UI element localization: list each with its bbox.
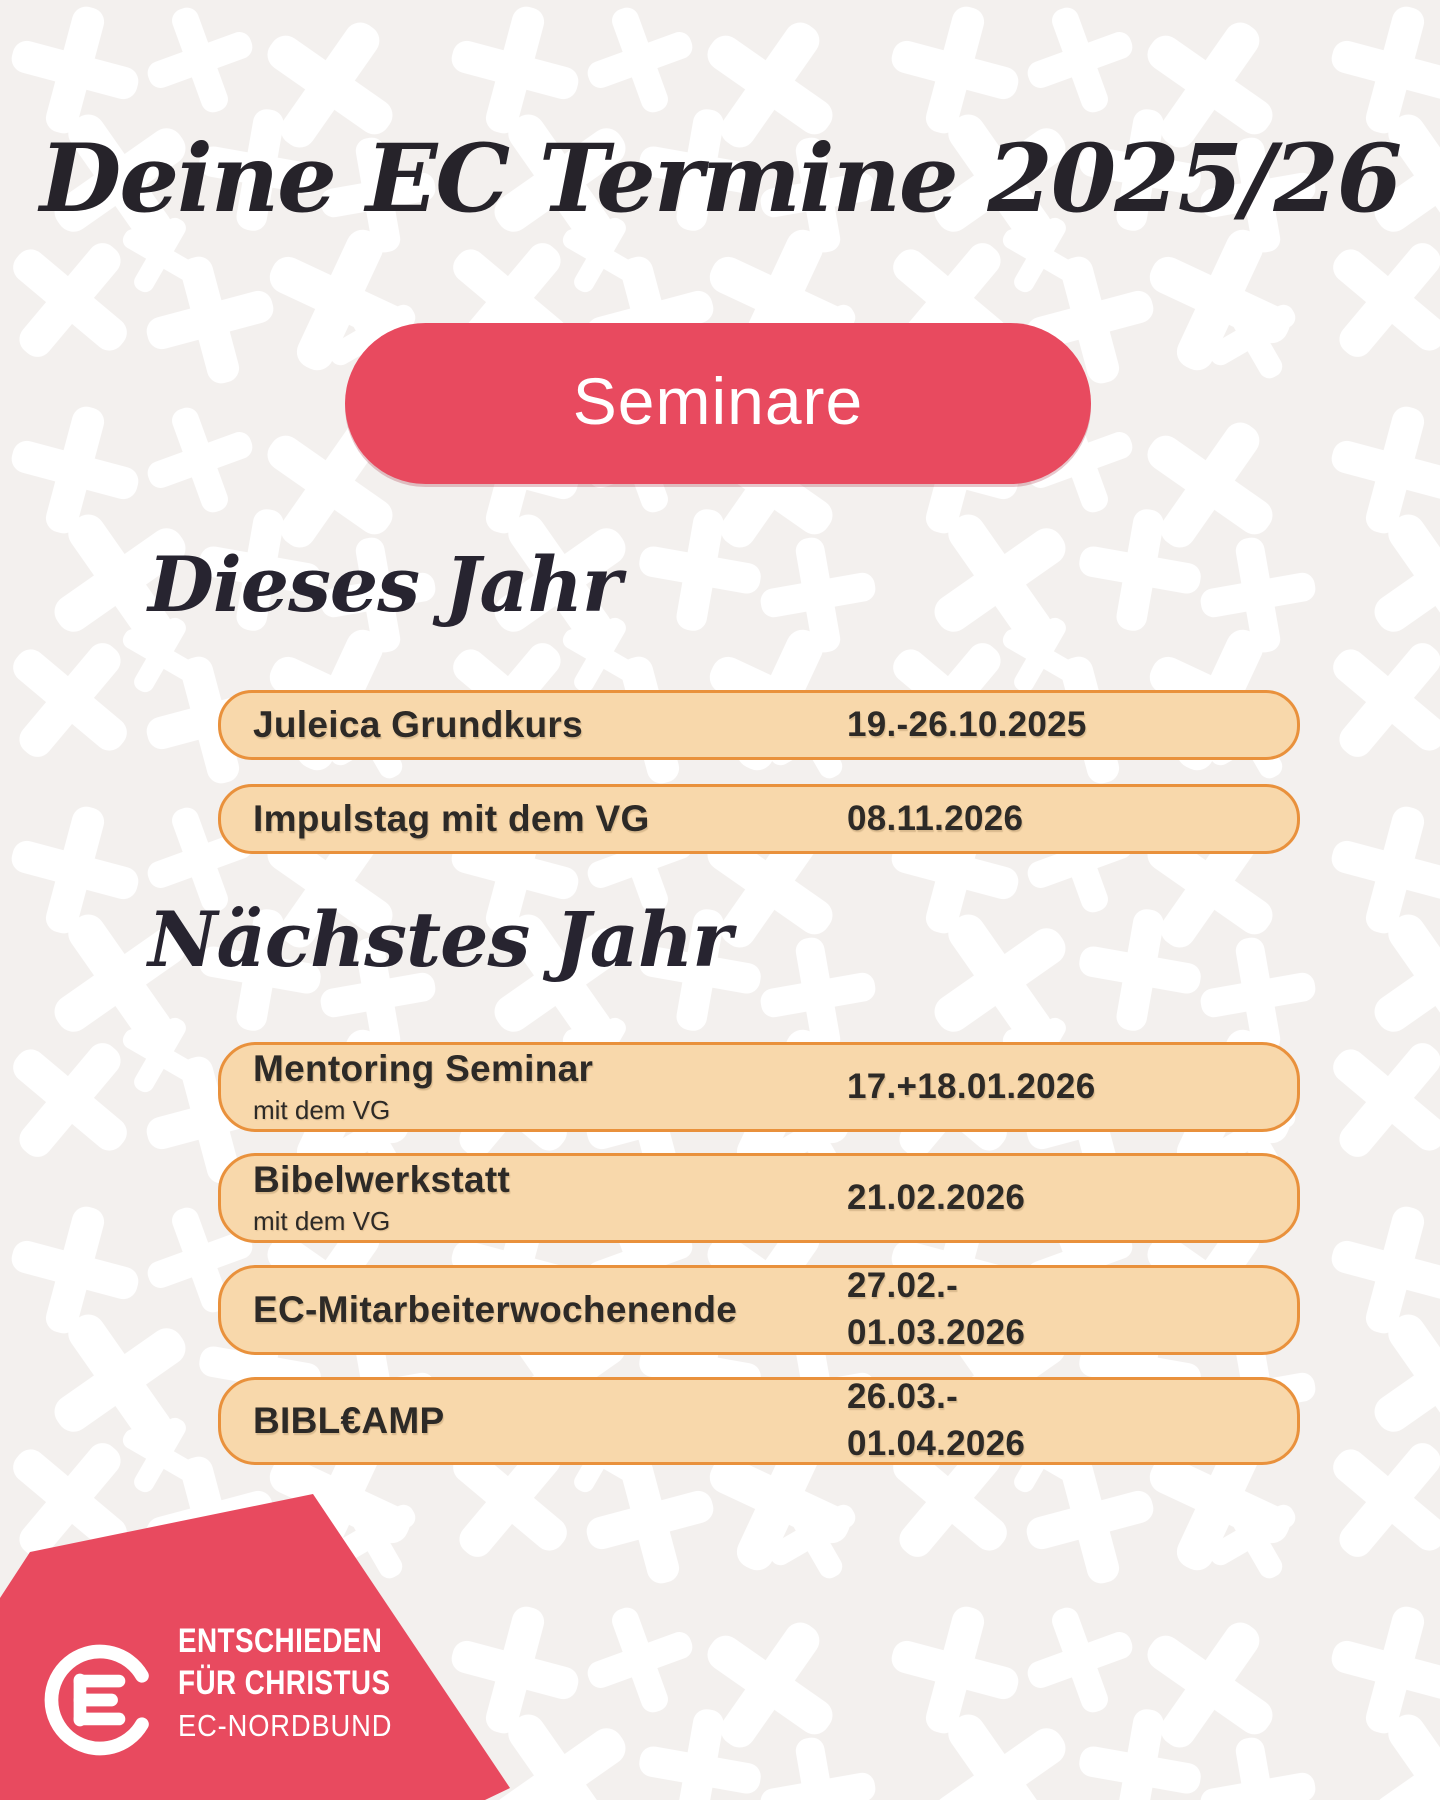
event-row-mentoring-seminar	[218, 1042, 1300, 1132]
seminare-button[interactable]	[345, 323, 1091, 484]
footer-organization-text	[178, 1620, 498, 1746]
event-subtitle: mit dem VG	[253, 1206, 391, 1236]
event-date: 21.02.2026	[847, 1177, 1026, 1217]
event-row-juleica-grundkurs	[218, 690, 1300, 760]
org-name-line2: FÜR CHRISTUS	[178, 1664, 391, 1702]
section-heading-this-year: Dieses Jahr	[148, 540, 622, 629]
event-row-biblecamp	[218, 1377, 1300, 1465]
section-heading-next-year: Nächstes Jahr	[148, 895, 732, 984]
event-date: 26.03.- 01.04.2026	[847, 1377, 1026, 1463]
event-name: Impulstag mit dem VG	[253, 798, 650, 839]
event-date: 19.-26.10.2025	[847, 704, 1087, 744]
org-name-line3: EC-NORDBUND	[178, 1708, 393, 1743]
event-date: 17.+18.01.2026	[847, 1066, 1096, 1106]
event-row-bibelwerkstatt	[218, 1153, 1300, 1243]
event-name: Bibelwerkstatt	[253, 1159, 511, 1200]
event-name: EC-Mitarbeiterwochenende	[253, 1289, 738, 1330]
org-name-line1: ENTSCHIEDEN	[178, 1622, 383, 1660]
event-row-impulstag	[218, 784, 1300, 854]
event-name: Juleica Grundkurs	[253, 704, 583, 745]
event-name: Mentoring Seminar	[253, 1048, 594, 1089]
event-row-mitarbeiterwochenende	[218, 1265, 1300, 1355]
poster-title: Deine EC Termine 2025/26	[39, 124, 1401, 234]
seminare-button-label: Seminare	[572, 363, 864, 438]
event-date: 27.02.- 01.03.2026	[847, 1266, 1026, 1352]
event-subtitle: mit dem VG	[253, 1095, 391, 1125]
event-date: 08.11.2026	[847, 798, 1024, 838]
ec-circle-e-logo-icon	[42, 1642, 158, 1758]
event-name: BIBL€AMP	[253, 1400, 445, 1441]
